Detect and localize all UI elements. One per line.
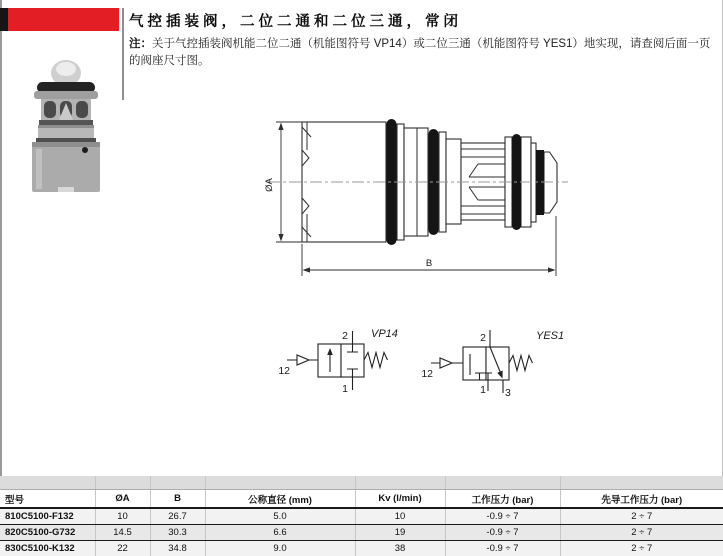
note-label: 注： — [129, 38, 152, 50]
cell-length-b: 26.7 — [150, 508, 205, 525]
valve-technical-drawing — [256, 98, 576, 288]
page-title: 气控插装阀，二位二通和二位三通，常闭 — [129, 14, 462, 30]
cell-diameter-a: 14.5 — [95, 525, 150, 541]
cell-nominal-bore: 6.6 — [205, 525, 355, 541]
note-text: 关于气控插装阀机能二位二通（机能图符号 VP14）或二位三通（机能图符号 YES1）地实现，请查阅后面一页的阀座尺寸图。 — [129, 38, 711, 67]
vp14-pilot-label: 12 — [278, 365, 290, 377]
note-paragraph — [129, 36, 719, 70]
cell-kv: 19 — [355, 525, 445, 541]
spec-table-section — [0, 476, 723, 556]
cell-diameter-a: 10 — [95, 508, 150, 525]
cell-diameter-a: 22 — [95, 541, 150, 556]
col-header-kv: Kv (l/min) — [355, 490, 445, 509]
product-photo — [14, 46, 118, 198]
symbol-yes1 — [418, 320, 576, 404]
dim-a-label: ØA — [264, 178, 275, 192]
cell-pilot-pressure: 2 ÷ 7 — [560, 508, 723, 525]
cell-model: 820C5100-G732 — [0, 525, 95, 541]
col-header-length-b: B — [150, 490, 205, 509]
brand-red-bar — [8, 8, 119, 31]
cell-nominal-bore: 5.0 — [205, 508, 355, 525]
table-top-band — [0, 476, 723, 490]
yes1-port1-label: 1 — [480, 384, 486, 396]
col-header-model: 型号 — [0, 490, 95, 509]
col-header-nominal-bore: 公称直径 (mm) — [205, 490, 355, 509]
cell-working-pressure: -0.9 ÷ 7 — [445, 525, 560, 541]
vp14-port2-label: 2 — [342, 330, 348, 342]
yes1-name-label: YES1 — [536, 330, 565, 342]
vp14-name-label: VP14 — [371, 328, 398, 340]
table-row — [0, 525, 723, 541]
cell-model: 810C5100-F132 — [0, 508, 95, 525]
cell-length-b: 34.8 — [150, 541, 205, 556]
cell-nominal-bore: 9.0 — [205, 541, 355, 556]
yes1-pilot-label: 12 — [421, 368, 433, 380]
cell-kv: 10 — [355, 508, 445, 525]
col-header-diameter-a: ØA — [95, 490, 150, 509]
cell-working-pressure: -0.9 ÷ 7 — [445, 541, 560, 556]
cell-pilot-pressure: 2 ÷ 7 — [560, 541, 723, 556]
yes1-port3-label: 3 — [505, 387, 511, 399]
brand-black-tab — [0, 8, 8, 31]
col-header-working-pressure: 工作压力 (bar) — [445, 490, 560, 509]
page-left-border — [0, 0, 2, 556]
dim-b-label: B — [425, 258, 433, 269]
table-row — [0, 508, 723, 525]
cell-pilot-pressure: 2 ÷ 7 — [560, 525, 723, 541]
vp14-port1-label: 1 — [342, 383, 348, 395]
header-divider — [122, 8, 124, 100]
yes1-port2-label: 2 — [480, 332, 486, 344]
symbol-vp14 — [278, 320, 406, 400]
cell-kv: 38 — [355, 541, 445, 556]
table-row — [0, 541, 723, 556]
cell-length-b: 30.3 — [150, 525, 205, 541]
col-header-pilot-pressure: 先导工作压力 (bar) — [560, 490, 723, 509]
cell-working-pressure: -0.9 ÷ 7 — [445, 508, 560, 525]
table-header-row — [0, 490, 723, 509]
cell-model: 830C5100-K132 — [0, 541, 95, 556]
spec-table — [0, 476, 723, 556]
